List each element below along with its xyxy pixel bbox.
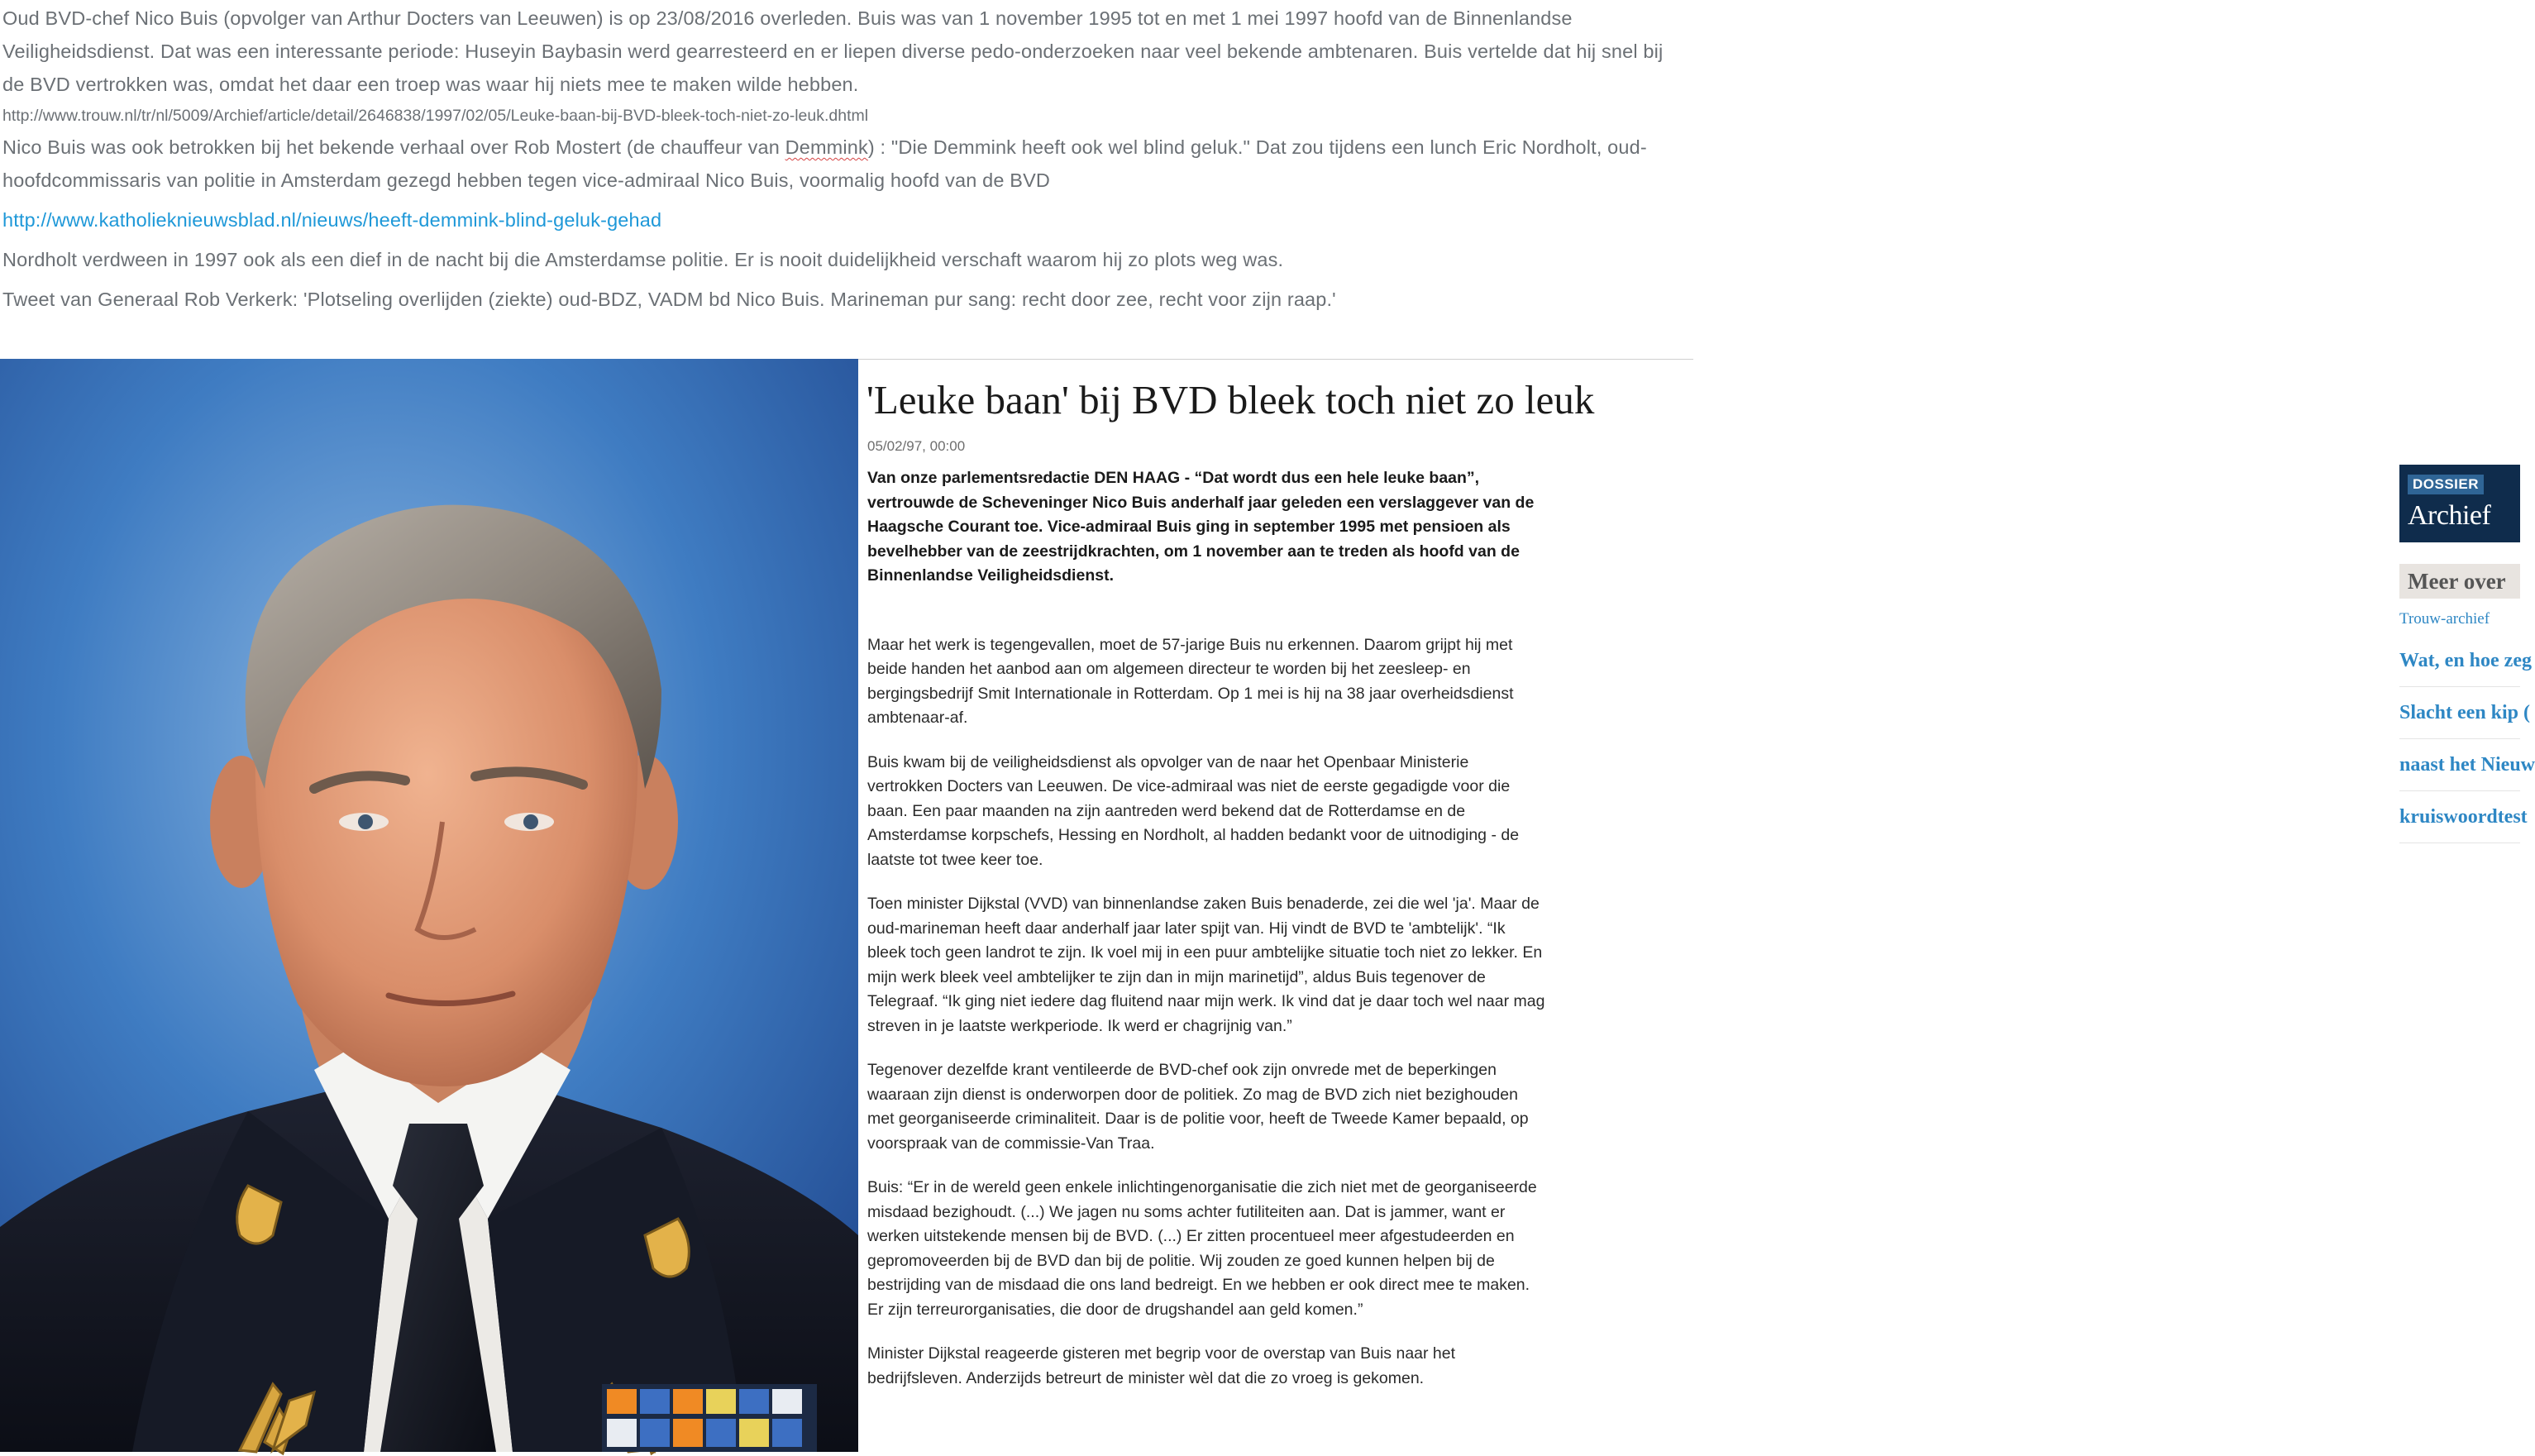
related-articles-list: [2399, 635, 2535, 843]
related-article-link[interactable]: Slacht een kip (: [2399, 687, 2520, 739]
article-paragraph: Maar het werk is tegengevallen, moet de 57-jarige Buis nu erkennen. Daarom grijpt hij met beide handen het aanbod aan om algemeen directeur te worden bij het zeesleep- en bergingsbedrijf Smit Internationale in Rotterdam. Op 1 mei is hij na 38 jaar overheidsdienst ambtenaar-af.: [867, 635, 1514, 727]
trouw-article-url: http://www.trouw.nl/tr/nl/5009/Archief/article/detail/2646838/1997/02/05/Leuke-baan-bij-BVD-bleek-toch-niet-zo-leuk.dhtml: [2, 107, 869, 125]
article-paragraph: Buis kwam bij de veiligheidsdienst als opvolger van de naar het Openbaar Ministerie vertrokken Docters van Leeuwen. De vice-admiraal was niet de eerste gegadigde voor die baan. Een paar maanden na zijn aantreden werd bekend dat de Rotterdamse en de Amsterdamse korpschefs, Hessing en Nordholt, al hadden bedankt voor de uitnodiging - de laatste tot twee keer toe.: [867, 752, 1520, 869]
article-lead: Van onze parlementsredactie DEN HAAG - “Dat wordt dus een hele leuke baan”, vertrouwde de Scheveninger Nico Buis anderhalf jaar geleden een verslaggever van de Haagsche Courant toe. Vice-admiraal Buis ging in september 1995 met pensioen als bevelhebber van de zeestrijdkrachten, om 1 november aan te treden als hoofd van de Binnenlandse Veiligheidsdienst.: [867, 469, 1535, 585]
related-article-link[interactable]: naast het Nieuw: [2399, 739, 2520, 791]
article-title: 'Leuke baan' bij BVD bleek toch niet zo leuk: [866, 377, 1595, 422]
trouw-archief-link[interactable]: Trouw-archief: [2399, 610, 2490, 628]
article-body: [867, 466, 1545, 1391]
article-paragraph: Tegenover dezelfde krant ventileerde de BVD-chef ook zijn onvrede met de beperkingen waaraan zijn dienst is onderworpen door de politiek. Zo mag de BVD zich niet bezighouden met georganiseerde criminaliteit. Daar is de politie voor, heeft de Tweede Kamer bepaald, op voorspraak van de commissie-Van Traa.: [867, 1061, 1529, 1153]
article-top-border: [858, 359, 1693, 360]
article-date: 05/02/97, 00:00: [867, 438, 966, 454]
related-article-link[interactable]: kruiswoordtest: [2399, 791, 2520, 843]
blog-nordholt-paragraph: Nordholt verdween in 1997 ook als een dief in de nacht bij die Amsterdamse politie. Er is nooit duidelijkheid verschaft waarom hij zo plots weg was.: [2, 249, 1284, 270]
meer-over-header: Meer over: [2399, 564, 2520, 599]
related-article-link[interactable]: Wat, en hoe zeg: [2399, 635, 2520, 687]
article-sidebar: [2399, 465, 2535, 843]
archived-article: [858, 359, 2535, 1452]
dossier-title: Archief: [2408, 500, 2491, 531]
portrait-photo: [0, 359, 858, 1452]
blog-tweet-paragraph: Tweet van Generaal Rob Verkerk: 'Plotseling overlijden (ziekte) oud-BDZ, VADM bd Nico Buis. Marineman pur sang: recht door zee, recht voor zijn raap.': [2, 289, 1336, 310]
katholiek-nieuwsblad-link[interactable]: http://www.katholieknieuwsblad.nl/nieuws/heeft-demmink-blind-geluk-gehad: [2, 209, 662, 231]
medal-ribbons: [602, 1384, 817, 1452]
article-paragraph: Toen minister Dijkstal (VVD) van binnenlandse zaken Buis benaderde, zei die wel 'ja'. Maar de oud-marineman heeft daar anderhalf jaar later spijt van. Hij vindt de BVD te 'ambtelijk'. “Ik bleek toch geen landrot te zijn. Ik voel mij in een puur ambtelijke situatie toch niet zo lekker. En mijn werk bleek veel ambtelijker te zijn dan in mijn marinetijd”, aldus Buis tegenover de Telegraaf. “Ik ging niet iedere dag fluitend naar mijn werk. Ik vind dat je daar toch wel naar mag streven in je laatste werkperiode. Ik werd er chagrijnig van.”: [867, 895, 1545, 1035]
dossier-label: DOSSIER: [2408, 475, 2484, 494]
blog-post: [2, 0, 1689, 316]
demmink-name: Demmink: [785, 136, 868, 158]
portrait-illustration: [0, 359, 858, 1452]
mostert-text-after: ) : "Die Demmink heeft ook wel blind geluk." Dat zou tijdens een lunch Eric Nordholt, oud-hoofdcommissaris van politie in Amsterdam gezegd hebben tegen vice-admiraal Nico Buis, voormalig hoofd van de BVD: [2, 136, 1647, 191]
blog-intro-paragraph: Oud BVD-chef Nico Buis (opvolger van Arthur Docters van Leeuwen) is op 23/08/2016 overleden. Buis was van 1 november 1995 tot en met 1 mei 1997 hoofd van de Binnenlandse Veiligheidsdienst. Dat was een interessante periode: Huseyin Baybasin werd gearresteerd en er liepen diverse pedo-onderzoeken naar veel bekende ambtenaren. Buis vertelde dat hij snel bij de BVD vertrokken was, omdat het daar een troep was waar hij niets mee te maken wilde hebben.: [2, 7, 1664, 95]
dossier-archief-box[interactable]: [2399, 465, 2520, 542]
blog-mostert-paragraph: [2, 131, 1689, 197]
article-paragraph: Buis: “Er in de wereld geen enkele inlichtingenorganisatie die zich niet met de georganiseerde misdaad bezighoudt. (...) We jagen nu soms achter futiliteiten aan. Dat is jammer, want er werken uitstekende mensen bij de BVD. (...) Er zitten procentueel meer afgestudeerden en gepromoveerden bij de BVD dan bij de politie. Wij zouden ze goed kunnen helpen bij de bestrijding van de misdaad die ons land bedreigt. En we hebben er ook direct mee te maken. Er zijn terreurorganisaties, die door de drugshandel aan geld komen.”: [867, 1178, 1537, 1319]
article-paragraph: Minister Dijkstal reageerde gisteren met begrip voor de overstap van Buis naar het bedrijfsleven. Anderzijds betreurt de minister wèl dat die zo vroeg is gekomen.: [867, 1344, 1456, 1387]
mostert-text-before: Nico Buis was ook betrokken bij het bekende verhaal over Rob Mostert (de chauffeur van: [2, 136, 785, 158]
